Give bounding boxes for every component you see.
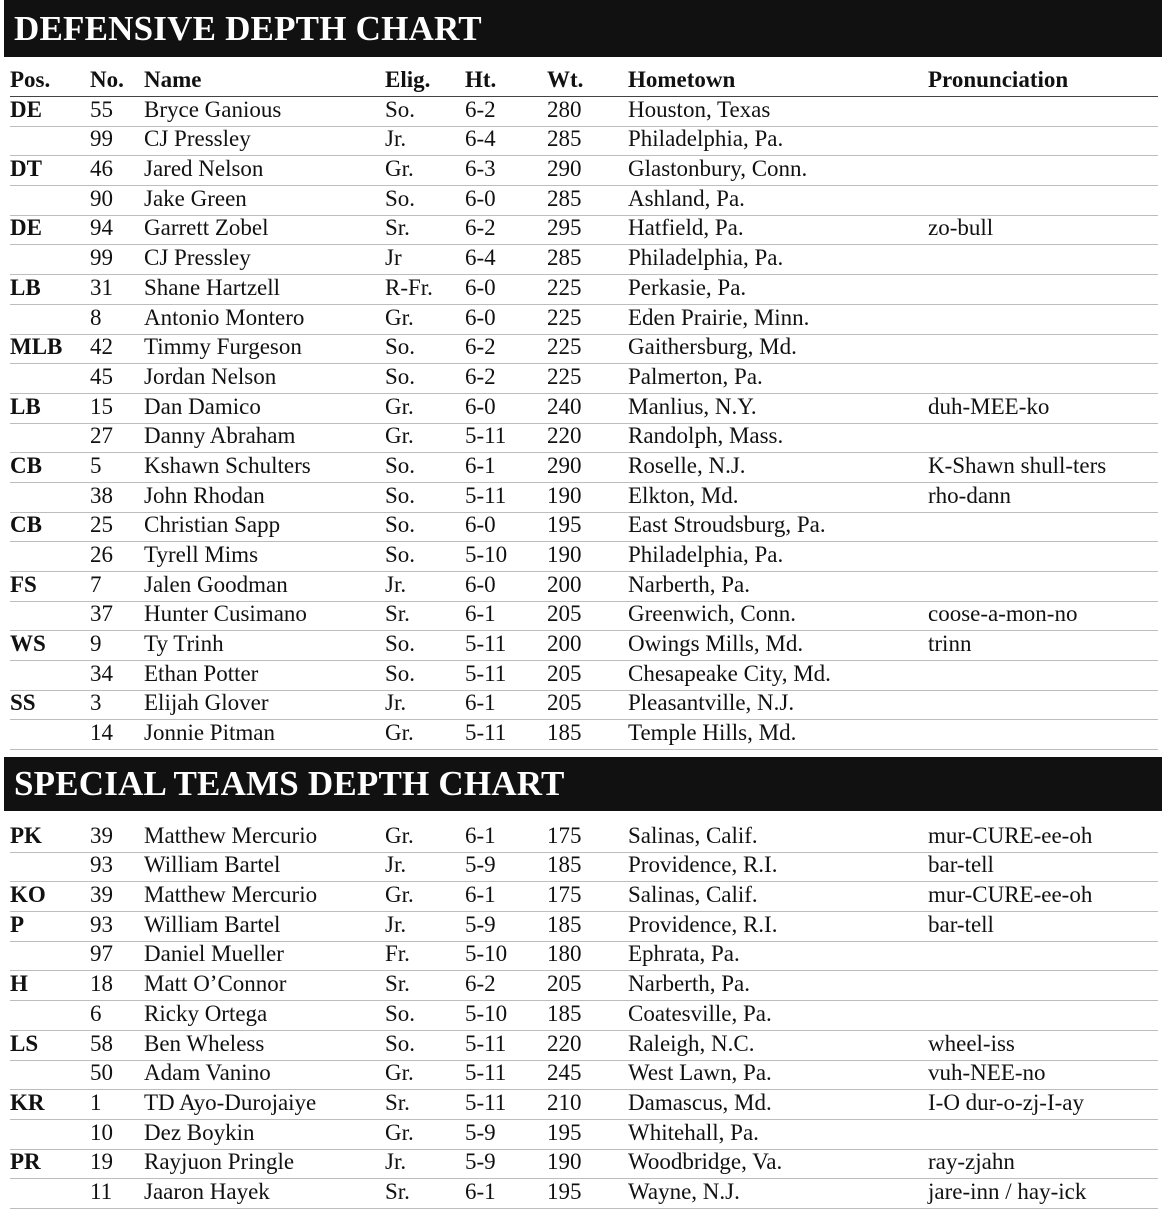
- cell-ht: 5-11: [465, 423, 507, 449]
- cell-elig: Gr.: [385, 720, 414, 746]
- table-row: [10, 1001, 1158, 1031]
- cell-no: 7: [90, 571, 102, 597]
- cell-wt: 200: [547, 631, 582, 657]
- cell-elig: So.: [385, 542, 416, 567]
- cell-wt: 185: [547, 1000, 582, 1026]
- cell-home: Providence, R.I.: [628, 911, 778, 937]
- cell-wt: 195: [547, 1178, 582, 1204]
- cell-pos: DT: [10, 156, 42, 182]
- cell-no: 27: [90, 423, 113, 449]
- cell-pron: zo-bull: [928, 215, 994, 241]
- cell-name: Ty Trinh: [144, 631, 224, 657]
- cell-elig: So.: [385, 660, 416, 686]
- cell-ht: 5-9: [465, 1149, 496, 1175]
- cell-no: 50: [90, 1060, 113, 1086]
- cell-elig: Jr.: [385, 1149, 407, 1175]
- cell-name: Garrett Zobel: [144, 215, 269, 241]
- table-row: [10, 245, 1158, 275]
- defensive-depth-table: [10, 66, 1158, 750]
- cell-name: Timmy Furgeson: [144, 334, 302, 360]
- table-row: [10, 1090, 1158, 1120]
- cell-elig: Gr.: [385, 822, 414, 848]
- header-ht: Ht.: [465, 67, 497, 92]
- cell-elig: Sr.: [385, 971, 410, 997]
- cell-home: Perkasie, Pa.: [628, 274, 747, 300]
- cell-home: Pleasantville, N.J.: [628, 690, 795, 716]
- table-row: [10, 1061, 1158, 1091]
- cell-ht: 5-11: [465, 631, 507, 657]
- cell-elig: Gr.: [385, 1060, 414, 1086]
- cell-name: Dez Boykin: [144, 1119, 255, 1145]
- cell-wt: 195: [547, 1119, 582, 1145]
- cell-pos: LB: [10, 274, 41, 300]
- table-row: [10, 127, 1158, 157]
- cell-home: Philadelphia, Pa.: [628, 126, 784, 152]
- cell-ht: 6-0: [465, 512, 496, 538]
- table-header-row: [10, 66, 1158, 97]
- cell-name: Matt O’Connor: [144, 971, 287, 997]
- table-row: [10, 186, 1158, 216]
- cell-wt: 205: [547, 971, 582, 997]
- cell-pos: DE: [10, 96, 42, 122]
- cell-name: William Bartel: [144, 911, 281, 937]
- cell-no: 18: [90, 971, 113, 997]
- defensive-depth-chart-title: DEFENSIVE DEPTH CHART: [4, 0, 1162, 57]
- cell-name: Ethan Potter: [144, 660, 259, 686]
- cell-pron: ray-zjahn: [928, 1149, 1015, 1175]
- cell-no: 94: [90, 215, 113, 241]
- cell-home: Raleigh, N.C.: [628, 1030, 755, 1056]
- cell-pron: duh-MEE-ko: [928, 393, 1050, 419]
- cell-home: Glastonbury, Conn.: [628, 156, 808, 182]
- cell-name: Jonnie Pitman: [144, 720, 275, 746]
- cell-pos: LB: [10, 393, 41, 419]
- cell-elig: So.: [385, 452, 416, 478]
- cell-pos: SS: [10, 690, 36, 716]
- table-row: [10, 156, 1158, 186]
- cell-elig: Gr.: [385, 423, 414, 449]
- cell-ht: 5-9: [465, 911, 496, 937]
- cell-home: Narberth, Pa.: [628, 971, 750, 997]
- cell-wt: 225: [547, 334, 582, 360]
- cell-no: 25: [90, 512, 113, 538]
- cell-wt: 225: [547, 304, 582, 330]
- table-row: [10, 335, 1158, 365]
- cell-no: 19: [90, 1149, 113, 1175]
- table-row: [10, 572, 1158, 602]
- cell-home: Providence, R.I.: [628, 852, 778, 878]
- cell-name: William Bartel: [144, 852, 281, 878]
- cell-pos: PR: [10, 1149, 41, 1175]
- cell-name: Antonio Montero: [144, 304, 305, 330]
- cell-name: Jaaron Hayek: [144, 1178, 270, 1204]
- cell-pron: jare-inn / hay-ick: [928, 1178, 1087, 1204]
- cell-elig: R-Fr.: [385, 274, 433, 300]
- cell-wt: 190: [547, 542, 582, 567]
- cell-ht: 6-1: [465, 822, 496, 848]
- cell-name: Elijah Glover: [144, 690, 269, 716]
- cell-wt: 185: [547, 720, 582, 746]
- cell-home: Elkton, Md.: [628, 482, 739, 508]
- cell-ht: 6-1: [465, 601, 496, 627]
- table-row: [10, 1150, 1158, 1180]
- cell-no: 39: [90, 822, 113, 848]
- cell-ht: 6-2: [465, 215, 496, 241]
- cell-pron: mur-CURE-ee-oh: [928, 882, 1093, 908]
- cell-name: Kshawn Schulters: [144, 452, 311, 478]
- cell-wt: 290: [547, 452, 582, 478]
- cell-pron: mur-CURE-ee-oh: [928, 822, 1093, 848]
- cell-home: Wayne, N.J.: [628, 1178, 740, 1204]
- cell-elig: Gr.: [385, 1119, 414, 1145]
- cell-no: 90: [90, 185, 113, 211]
- cell-no: 42: [90, 334, 113, 360]
- cell-ht: 5-11: [465, 720, 507, 746]
- table-row: [10, 275, 1158, 305]
- cell-no: 1: [90, 1089, 102, 1115]
- cell-name: CJ Pressley: [144, 126, 251, 152]
- cell-ht: 6-2: [465, 971, 496, 997]
- cell-home: Salinas, Calif.: [628, 882, 758, 908]
- cell-name: Hunter Cusimano: [144, 601, 307, 627]
- cell-pos: P: [10, 911, 25, 937]
- table-row: [10, 631, 1158, 661]
- table-row: [10, 364, 1158, 394]
- cell-home: Whitehall, Pa.: [628, 1119, 759, 1145]
- table-row: [10, 1179, 1158, 1209]
- cell-wt: 195: [547, 512, 582, 538]
- cell-elig: So.: [385, 185, 416, 211]
- cell-home: Hatfield, Pa.: [628, 215, 744, 241]
- cell-elig: Jr.: [385, 690, 407, 716]
- cell-wt: 225: [547, 274, 582, 300]
- cell-elig: Sr.: [385, 215, 410, 241]
- cell-no: 3: [90, 690, 102, 716]
- table-row: [10, 216, 1158, 246]
- cell-pron: trinn: [928, 631, 972, 657]
- cell-home: Salinas, Calif.: [628, 822, 758, 848]
- cell-pos: CB: [10, 452, 42, 478]
- cell-ht: 6-1: [465, 690, 496, 716]
- cell-elig: Jr.: [385, 911, 407, 937]
- cell-ht: 6-4: [465, 126, 496, 152]
- cell-elig: Sr.: [385, 1178, 410, 1204]
- cell-elig: So.: [385, 631, 416, 657]
- cell-wt: 285: [547, 185, 582, 211]
- cell-ht: 5-10: [465, 542, 508, 567]
- cell-ht: 5-11: [465, 1060, 507, 1086]
- cell-elig: So.: [385, 363, 416, 389]
- cell-no: 5: [90, 452, 102, 478]
- cell-ht: 6-1: [465, 882, 496, 908]
- table-row: [10, 453, 1158, 483]
- cell-elig: Gr.: [385, 393, 414, 419]
- cell-elig: Sr.: [385, 601, 410, 627]
- cell-home: Coatesville, Pa.: [628, 1000, 772, 1026]
- cell-no: 39: [90, 882, 113, 908]
- cell-home: Houston, Texas: [628, 96, 771, 122]
- cell-name: Rayjuon Pringle: [144, 1149, 295, 1175]
- cell-name: TD Ayo-Durojaiye: [144, 1089, 317, 1115]
- cell-wt: 245: [547, 1060, 582, 1086]
- table-row: [10, 1120, 1158, 1150]
- cell-wt: 180: [547, 941, 582, 967]
- cell-no: 15: [90, 393, 113, 419]
- cell-no: 11: [90, 1178, 113, 1204]
- cell-wt: 205: [547, 601, 582, 627]
- cell-pron: wheel-iss: [928, 1030, 1015, 1056]
- cell-ht: 6-0: [465, 393, 496, 419]
- table-row: [10, 483, 1158, 513]
- header-elig: Elig.: [385, 67, 431, 92]
- cell-no: 8: [90, 304, 102, 330]
- cell-wt: 295: [547, 215, 582, 241]
- cell-home: Ashland, Pa.: [628, 185, 745, 211]
- header-no: No.: [90, 67, 124, 92]
- table-row: [10, 394, 1158, 424]
- table-row: [10, 602, 1158, 632]
- cell-home: Eden Prairie, Minn.: [628, 304, 810, 330]
- cell-elig: So.: [385, 512, 416, 538]
- cell-pron: K-Shawn shull-ters: [928, 452, 1107, 478]
- cell-pron: bar-tell: [928, 911, 994, 937]
- cell-home: Philadelphia, Pa.: [628, 245, 784, 271]
- cell-ht: 6-2: [465, 96, 496, 122]
- cell-no: 99: [90, 126, 113, 152]
- cell-name: Ben Wheless: [144, 1030, 265, 1056]
- cell-pron: vuh-NEE-no: [928, 1060, 1046, 1086]
- cell-home: Temple Hills, Md.: [628, 720, 797, 746]
- header-home: Hometown: [628, 67, 736, 92]
- cell-no: 14: [90, 720, 113, 746]
- cell-name: Jake Green: [144, 185, 247, 211]
- table-row: [10, 853, 1158, 883]
- cell-ht: 5-11: [465, 482, 507, 508]
- cell-no: 93: [90, 852, 113, 878]
- cell-pos: WS: [10, 631, 46, 657]
- cell-no: 34: [90, 660, 113, 686]
- header-wt: Wt.: [547, 67, 584, 92]
- table-row: [10, 542, 1158, 572]
- table-row: [10, 97, 1158, 127]
- cell-name: Bryce Ganious: [144, 96, 282, 122]
- cell-home: Palmerton, Pa.: [628, 363, 763, 389]
- cell-home: Gaithersburg, Md.: [628, 334, 797, 360]
- cell-no: 9: [90, 631, 102, 657]
- cell-elig: Jr.: [385, 126, 407, 152]
- cell-name: John Rhodan: [144, 482, 265, 508]
- cell-pos: DE: [10, 215, 42, 241]
- special-teams-depth-table: [10, 823, 1158, 1209]
- cell-wt: 285: [547, 245, 582, 271]
- table-row: [10, 691, 1158, 721]
- cell-wt: 200: [547, 571, 582, 597]
- cell-name: Danny Abraham: [144, 423, 296, 449]
- cell-ht: 5-10: [465, 941, 508, 967]
- cell-home: Randolph, Mass.: [628, 423, 784, 449]
- cell-wt: 205: [547, 690, 582, 716]
- cell-wt: 190: [547, 482, 582, 508]
- cell-ht: 6-0: [465, 304, 496, 330]
- cell-home: Chesapeake City, Md.: [628, 660, 831, 686]
- cell-no: 58: [90, 1030, 113, 1056]
- cell-wt: 175: [547, 882, 582, 908]
- cell-elig: Fr.: [385, 941, 410, 967]
- table-row: [10, 513, 1158, 543]
- cell-ht: 6-0: [465, 185, 496, 211]
- cell-elig: So.: [385, 482, 416, 508]
- table-row: [10, 882, 1158, 912]
- cell-home: Roselle, N.J.: [628, 452, 746, 478]
- cell-no: 99: [90, 245, 113, 271]
- cell-pos: H: [10, 971, 28, 997]
- cell-name: Jalen Goodman: [144, 571, 288, 597]
- cell-name: Christian Sapp: [144, 512, 281, 538]
- cell-ht: 6-4: [465, 245, 496, 271]
- cell-ht: 5-10: [465, 1000, 508, 1026]
- cell-wt: 240: [547, 393, 582, 419]
- cell-home: Philadelphia, Pa.: [628, 542, 784, 567]
- cell-home: Woodbridge, Va.: [628, 1149, 783, 1175]
- cell-elig: Gr.: [385, 304, 414, 330]
- cell-name: Jordan Nelson: [144, 363, 277, 389]
- cell-wt: 220: [547, 1030, 582, 1056]
- cell-home: West Lawn, Pa.: [628, 1060, 772, 1086]
- cell-pos: FS: [10, 571, 37, 597]
- cell-name: Ricky Ortega: [144, 1000, 268, 1026]
- cell-elig: Gr.: [385, 156, 414, 182]
- cell-ht: 5-9: [465, 852, 496, 878]
- cell-wt: 285: [547, 126, 582, 152]
- cell-ht: 6-0: [465, 274, 496, 300]
- cell-elig: Sr.: [385, 1089, 410, 1115]
- table-row: [10, 305, 1158, 335]
- cell-elig: Jr.: [385, 571, 407, 597]
- cell-pron: I-O dur-o-zj-I-ay: [928, 1089, 1084, 1115]
- cell-no: 97: [90, 941, 113, 967]
- cell-pos: KR: [10, 1089, 45, 1115]
- cell-wt: 190: [547, 1149, 582, 1175]
- table-row: [10, 661, 1158, 691]
- cell-wt: 210: [547, 1089, 582, 1115]
- cell-wt: 290: [547, 156, 582, 182]
- cell-ht: 6-0: [465, 571, 496, 597]
- cell-no: 93: [90, 911, 113, 937]
- cell-home: Greenwich, Conn.: [628, 601, 796, 627]
- cell-wt: 185: [547, 911, 582, 937]
- cell-elig: So.: [385, 1030, 416, 1056]
- cell-name: Dan Damico: [144, 393, 261, 419]
- cell-wt: 185: [547, 852, 582, 878]
- cell-name: Shane Hartzell: [144, 274, 281, 300]
- cell-pron: rho-dann: [928, 482, 1012, 508]
- cell-pron: bar-tell: [928, 852, 994, 878]
- cell-elig: So.: [385, 334, 416, 360]
- cell-wt: 220: [547, 423, 582, 449]
- table-row: [10, 971, 1158, 1001]
- cell-elig: Gr.: [385, 882, 414, 908]
- cell-pos: PK: [10, 822, 42, 848]
- cell-ht: 6-2: [465, 334, 496, 360]
- cell-home: Narberth, Pa.: [628, 571, 750, 597]
- cell-home: Manlius, N.Y.: [628, 393, 757, 419]
- cell-home: East Stroudsburg, Pa.: [628, 512, 826, 538]
- cell-elig: So.: [385, 1000, 416, 1026]
- cell-pos: MLB: [10, 334, 63, 360]
- cell-wt: 175: [547, 822, 582, 848]
- cell-name: Tyrell Mims: [144, 542, 259, 567]
- cell-wt: 205: [547, 660, 582, 686]
- cell-name: Matthew Mercurio: [144, 882, 318, 908]
- cell-pos: KO: [10, 882, 46, 908]
- cell-elig: Jr.: [385, 852, 407, 878]
- cell-no: 10: [90, 1119, 113, 1145]
- cell-name: Adam Vanino: [144, 1060, 271, 1086]
- cell-ht: 6-1: [465, 452, 496, 478]
- cell-no: 37: [90, 601, 113, 627]
- cell-no: 6: [90, 1000, 102, 1026]
- cell-no: 38: [90, 482, 113, 508]
- header-pron: Pronunciation: [928, 67, 1069, 92]
- cell-no: 31: [90, 274, 113, 300]
- cell-name: Matthew Mercurio: [144, 822, 318, 848]
- table-row: [10, 942, 1158, 972]
- table-row: [10, 424, 1158, 454]
- table-row: [10, 720, 1158, 750]
- table-row: [10, 912, 1158, 942]
- cell-no: 45: [90, 363, 113, 389]
- cell-ht: 6-2: [465, 363, 496, 389]
- cell-no: 26: [90, 542, 113, 567]
- table-row: [10, 823, 1158, 853]
- cell-no: 55: [90, 96, 113, 122]
- cell-ht: 5-11: [465, 1030, 507, 1056]
- cell-ht: 5-11: [465, 660, 507, 686]
- cell-ht: 5-11: [465, 1089, 507, 1115]
- cell-home: Ephrata, Pa.: [628, 941, 740, 967]
- cell-wt: 280: [547, 96, 582, 122]
- cell-name: Jared Nelson: [144, 156, 264, 182]
- cell-ht: 6-3: [465, 156, 496, 182]
- special-teams-depth-chart-title: SPECIAL TEAMS DEPTH CHART: [4, 757, 1162, 811]
- cell-ht: 6-1: [465, 1178, 496, 1204]
- cell-home: Owings Mills, Md.: [628, 631, 804, 657]
- cell-no: 46: [90, 156, 113, 182]
- cell-elig: Jr: [385, 245, 402, 271]
- table-row: [10, 1031, 1158, 1061]
- cell-ht: 5-9: [465, 1119, 496, 1145]
- cell-pos: CB: [10, 512, 42, 538]
- header-pos: Pos.: [10, 67, 51, 92]
- cell-elig: So.: [385, 96, 416, 122]
- cell-pos: LS: [10, 1030, 39, 1056]
- header-name: Name: [144, 67, 202, 92]
- cell-wt: 225: [547, 363, 582, 389]
- cell-home: Damascus, Md.: [628, 1089, 772, 1115]
- cell-name: Daniel Mueller: [144, 941, 284, 967]
- cell-pron: coose-a-mon-no: [928, 601, 1078, 627]
- cell-name: CJ Pressley: [144, 245, 251, 271]
